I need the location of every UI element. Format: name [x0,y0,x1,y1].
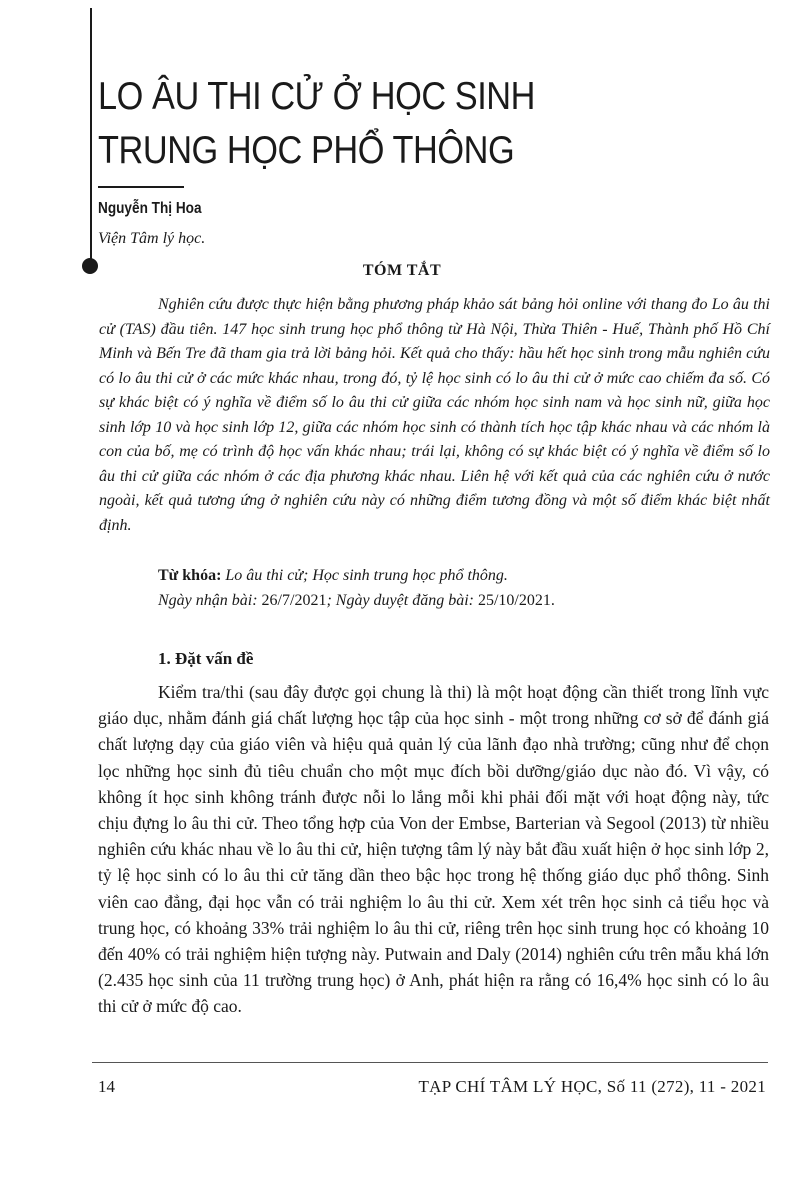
article-title [98,70,696,178]
keywords-label: Từ khóa: [158,567,222,584]
article-dates [158,592,555,610]
section-paragraph: Kiểm tra/thi (sau đây được gọi chung là thi) là một hoạt động cần thiết trong lĩnh vực giáo dục, nhằm đánh giá chất lượng học tập của học sinh - một trong những cơ sở để đánh giá chất lượng dạy của giáo viên và hiệu quả quản lý của lãnh đạo nhà trường; cũng như để chọn lọc những học sinh đủ tiêu chuẩn cho một mục đích bồi dưỡng/giáo dục nào đó. Vì vậy, có không ít học sinh không tránh được nỗi lo lắng mỗi khi phải đối mặt với hoạt động này, tức chịu đựng lo âu thi cử. Theo tổng hợp của Von der Embse, Barterian và Segool (2013) từ nhiều nghiên cứu khác nhau về lo âu thi cử, hiện tượng tâm lý này bắt đầu xuất hiện ở học sinh lớp 2, tỷ lệ học sinh có lo âu thi cử tăng dần theo bậc học trong hệ thống giáo dục phổ thông. Sinh viên cao đẳng, đại học vẫn có trải nghiệm lo âu thi cử. Xem xét trên học sinh cả tiểu học và trung học, có khoảng 33% trải nghiệm lo âu thi cử, riêng trên học sinh trung học có khoảng 10 đến 40% có trải nghiệm hiện tượng này. Putwain and Daly (2014) nghiên cứu trên mẫu khá lớn (2.435 học sinh của 11 trường trung học) ở Anh, phát hiện ra rằng có 16,4% học sinh có lo âu thi cử ở mức độ cao. [98,682,769,1017]
author-name: Nguyễn Thị Hoa [98,200,202,217]
accepted-date: 25/10/2021 [477,592,551,609]
abstract-heading: TÓM TẮT [362,262,442,279]
author-rule [98,186,184,188]
dates-end: . [550,592,555,609]
author-affiliation: Viện Tâm lý học. [98,230,206,247]
received-date: 26/7/2021 [261,592,327,609]
page-number: 14 [98,1077,115,1096]
received-label: Ngày nhận bài: [158,592,258,609]
title-line-2: TRUNG HỌC PHỔ THÔNG [98,129,515,172]
keywords [158,565,508,587]
margin-rule [90,8,92,266]
abstract-text: Nghiên cứu được thực hiện bằng phương pháp khảo sát bảng hỏi online với thang đo Lo âu thi cử (TAS) đầu tiên. 147 học sinh trung học phổ thông từ Hà Nội, Thừa Thiên - Huế, Thành phố Hồ Chí Minh và Bến Tre đã tham gia trả lời bảng hỏi. Kết quả cho thấy: hầu hết học sinh trong mẫu nghiên cứu có lo âu thi cử ở các mức khác nhau, trong đó, tỷ lệ học sinh có lo âu thi cử ở mức cao chiếm đa số. Có sự khác biệt có ý nghĩa về điểm số lo âu thi cử giữa các nhóm học sinh nam và học sinh nữ, giữa học sinh lớp 10 và học sinh lớp 12, giữa các nhóm học sinh có thành tích học tập khác nhau và các nhóm là con của bố, mẹ có trình độ học vấn khác nhau; trái lại, không có sự khác biệt có ý nghĩa về điểm số lo âu thi cử giữa các nhóm ở các địa phương khác nhau. Liên hệ với kết quả của các nghiên cứu ở nước ngoài, kết quả tương ứng ở nghiên cứu này có những điểm tương đồng và một số điểm khác biệt nhất định. [99,296,770,534]
accepted-label: ; Ngày duyệt đăng bài: [326,592,474,609]
journal-footer: TẠP CHÍ TÂM LÝ HỌC, Số 11 (272), 11 - 2021 [418,1077,766,1096]
section-heading: 1. Đặt vấn đề [158,649,254,668]
footer-rule [92,1062,768,1063]
title-line-1: LO ÂU THI CỬ Ở HỌC SINH [98,75,536,118]
keywords-value: Lo âu thi cử; Học sinh trung học phổ thông. [225,567,508,584]
